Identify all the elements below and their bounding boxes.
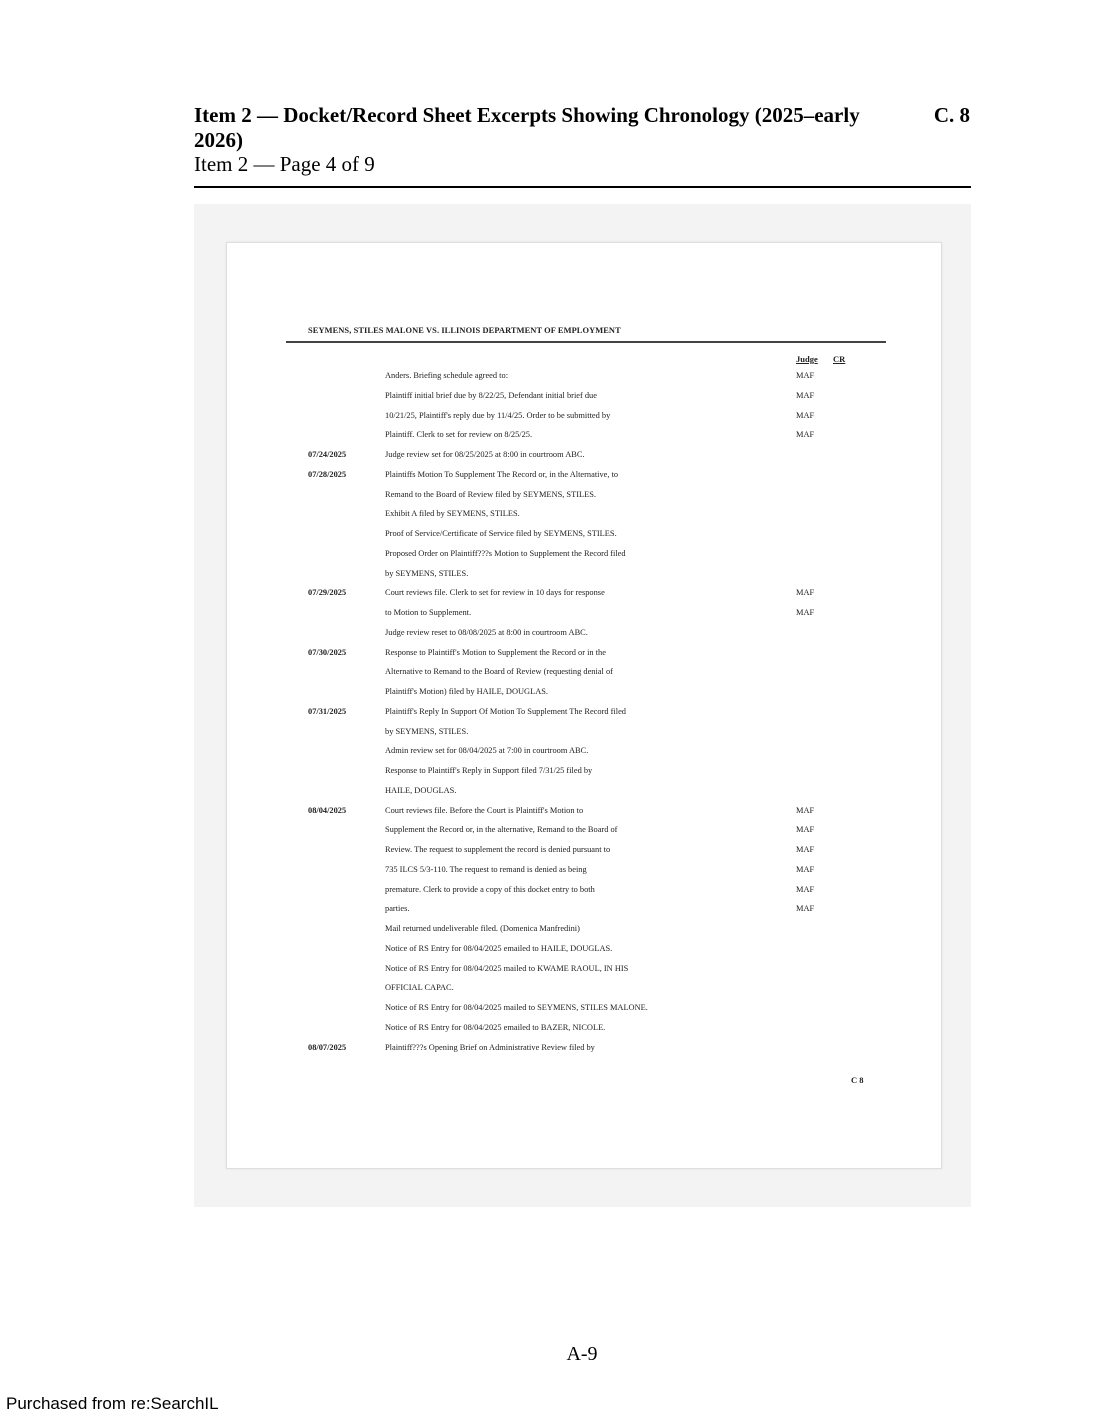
entry-text: Plaintiff initial brief due by 8/22/25, Defendant initial brief due xyxy=(385,390,597,400)
purchase-footer: Purchased from re:SearchIL xyxy=(6,1394,219,1413)
docket-entry-row xyxy=(227,1043,941,1063)
entry-text: premature. Clerk to provide a copy of this docket entry to both xyxy=(385,884,595,894)
entry-text: by SEYMENS, STILES. xyxy=(385,726,469,736)
entry-text: OFFICIAL CAPAC. xyxy=(385,983,454,993)
entry-text: Court reviews file. Clerk to set for review in 10 days for response xyxy=(385,588,605,598)
entry-date: 08/07/2025 xyxy=(308,1042,347,1052)
docket-entry-row xyxy=(227,786,941,806)
docket-entry-row xyxy=(227,569,941,589)
docket-entry-row xyxy=(227,588,941,608)
entry-date: 07/28/2025 xyxy=(308,469,347,479)
docket-entry-row xyxy=(227,450,941,470)
judge-column-header: Judge xyxy=(796,354,818,364)
entry-text: Plaintiff. Clerk to set for review on 8/25/25. xyxy=(385,430,533,440)
entry-text: Review. The request to supplement the record is denied pursuant to xyxy=(385,845,611,854)
entry-date: 08/04/2025 xyxy=(308,805,347,815)
entry-text: Proposed Order on Plaintiff???s Motion to Supplement the Record filed xyxy=(385,548,626,558)
docket-entry-row xyxy=(227,924,941,944)
entry-text: parties. xyxy=(385,904,410,914)
entry-text: Plaintiff's Motion) filed by HAILE, DOUGLAS. xyxy=(385,687,549,696)
docket-entry-row xyxy=(227,470,941,490)
entry-judge: MAF xyxy=(796,410,815,420)
docket-entry-row xyxy=(227,766,941,786)
entry-text: 735 ILCS 5/3-110. The request to remand is denied as being xyxy=(385,864,587,874)
sheet-page-code: C 8 xyxy=(851,1075,864,1085)
entry-judge: MAF xyxy=(796,390,815,400)
entry-date: 07/24/2025 xyxy=(308,450,347,459)
item-page-subtitle: Item 2 — Page 4 of 9 xyxy=(194,152,375,176)
record-code: C. 8 xyxy=(933,103,970,127)
page-number: A-9 xyxy=(566,1343,598,1365)
docket-entry-row xyxy=(227,371,941,391)
entry-judge: MAF xyxy=(796,371,815,380)
docket-entry-row xyxy=(227,529,941,549)
entry-judge: MAF xyxy=(796,430,815,440)
entry-date: 07/30/2025 xyxy=(308,647,347,657)
docket-entry-row xyxy=(227,964,941,984)
entry-text: Plaintiff's Reply In Support Of Motion To Supplement The Record filed xyxy=(385,706,626,716)
entry-judge: MAF xyxy=(796,805,815,815)
docket-entry-row xyxy=(227,825,941,845)
docket-entry-row xyxy=(227,411,941,431)
entry-text: 10/21/25, Plaintiff's reply due by 11/4/25. Order to be submitted by xyxy=(385,410,611,420)
entry-text: Alternative to Remand to the Board of Review (requesting denial of xyxy=(385,667,613,677)
docket-entry-row xyxy=(227,549,941,569)
docket-entry-row xyxy=(227,806,941,826)
docket-entry-row xyxy=(227,608,941,628)
entry-text: Mail returned undeliverable filed. (Domenica Manfredini) xyxy=(385,924,580,933)
entry-text: Notice of RS Entry for 08/04/2025 emailed to HAILE, DOUGLAS. xyxy=(385,943,613,953)
entry-text: HAILE, DOUGLAS. xyxy=(385,785,457,795)
entry-text: Proof of Service/Certificate of Service filed by SEYMENS, STILES. xyxy=(385,529,617,538)
entry-text: Admin review set for 08/04/2025 at 7:00 in courtroom ABC. xyxy=(385,746,589,756)
entry-text: Response to Plaintiff's Reply in Support filed 7/31/25 filed by xyxy=(385,766,593,775)
entry-text: Court reviews file. Before the Court is Plaintiff's Motion to xyxy=(385,805,584,815)
item-title: Item 2 — Docket/Record Sheet Excerpts Showing Chronology (2025–early 2026) xyxy=(194,103,860,152)
docket-entry-row xyxy=(227,1023,941,1043)
entry-text: Remand to the Board of Review filed by SEYMENS, STILES. xyxy=(385,489,596,499)
docket-entry-row xyxy=(227,865,941,885)
entry-text: to Motion to Supplement. xyxy=(385,608,472,617)
entry-text: by SEYMENS, STILES. xyxy=(385,568,469,578)
docket-entry-row xyxy=(227,490,941,510)
entry-text: Notice of RS Entry for 08/04/2025 mailed to SEYMENS, STILES MALONE. xyxy=(385,1003,648,1012)
entry-text: Notice of RS Entry for 08/04/2025 mailed to KWAME RAOUL, IN HIS xyxy=(385,963,629,973)
entry-judge: MAF xyxy=(796,904,815,914)
case-title-divider xyxy=(286,341,886,343)
entry-judge: MAF xyxy=(796,608,815,617)
header-divider xyxy=(194,186,971,188)
docket-entry-row xyxy=(227,667,941,687)
entry-text: Judge review set for 08/25/2025 at 8:00 in courtroom ABC. xyxy=(385,450,585,459)
entry-judge: MAF xyxy=(796,588,815,598)
entry-text: Anders. Briefing schedule agreed to: xyxy=(385,371,509,380)
entry-text: Plaintiffs Motion To Supplement The Record or, in the Alternative, to xyxy=(385,469,619,479)
entry-judge: MAF xyxy=(796,884,815,894)
docket-entry-row xyxy=(227,509,941,529)
entry-date: 07/29/2025 xyxy=(308,588,347,598)
docket-entry-row xyxy=(227,707,941,727)
docket-entry-row xyxy=(227,904,941,924)
entry-judge: MAF xyxy=(796,864,815,874)
case-title: SEYMENS, STILES MALONE VS. ILLINOIS DEPARTMENT OF EMPLOYMENT xyxy=(308,326,621,335)
docket-entry-row xyxy=(227,391,941,411)
docket-entry-row xyxy=(227,628,941,648)
docket-entry-row xyxy=(227,944,941,964)
entry-text: Response to Plaintiff's Motion to Supplement the Record or in the xyxy=(385,647,606,657)
entry-text: Supplement the Record or, in the alternative, Remand to the Board of xyxy=(385,825,618,835)
docket-entry-row xyxy=(227,845,941,865)
docket-entry-row xyxy=(227,1003,941,1023)
entry-text: Judge review reset to 08/08/2025 at 8:00 in courtroom ABC. xyxy=(385,627,588,637)
entry-text: Plaintiff???s Opening Brief on Administrative Review filed by xyxy=(385,1042,595,1052)
cr-column-header: CR xyxy=(833,354,846,364)
entry-date: 07/31/2025 xyxy=(308,706,347,716)
docket-entry-row xyxy=(227,687,941,707)
docket-entry-row xyxy=(227,430,941,450)
docket-entry-row xyxy=(227,727,941,747)
docket-entry-row xyxy=(227,885,941,905)
docket-entry-row xyxy=(227,648,941,668)
docket-sheet xyxy=(226,242,942,1169)
entry-text: Exhibit A filed by SEYMENS, STILES. xyxy=(385,509,520,519)
docket-entry-row xyxy=(227,746,941,766)
docket-entry-row xyxy=(227,983,941,1003)
entry-judge: MAF xyxy=(796,845,815,854)
entry-judge: MAF xyxy=(796,825,815,835)
entry-text: Notice of RS Entry for 08/04/2025 emailed to BAZER, NICOLE. xyxy=(385,1022,606,1032)
